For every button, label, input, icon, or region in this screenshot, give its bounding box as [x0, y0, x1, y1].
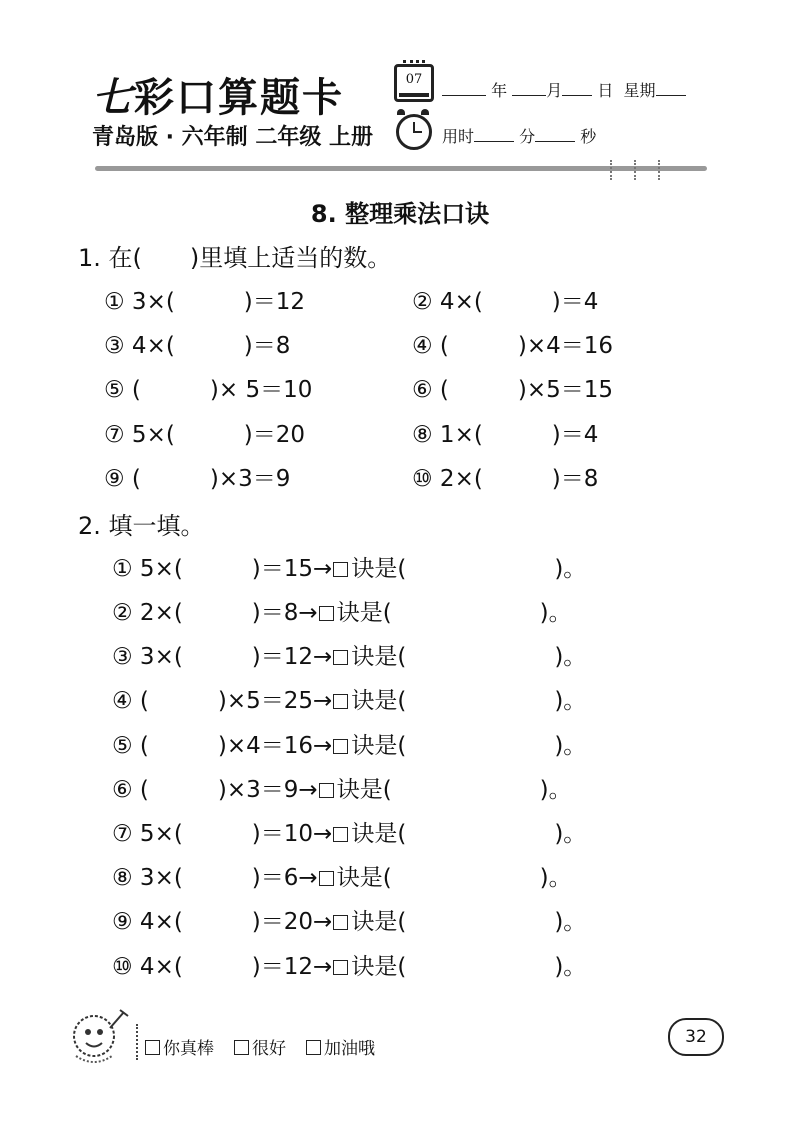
checkbox-icon[interactable] — [145, 1040, 160, 1055]
q2-item-10[interactable]: ⑩ 4×( )＝12→ 诀是( )。 — [112, 954, 587, 980]
checkbox-icon — [333, 694, 348, 709]
q2-item-2[interactable]: ② 2×( )＝8→ 诀是( )。 — [112, 600, 572, 626]
checkbox-icon[interactable] — [234, 1040, 249, 1055]
q2-item-7[interactable]: ⑦ 5×( )＝10→ 诀是( )。 — [112, 821, 587, 847]
q2-item-4[interactable]: ④ ( )×5＝25→ 诀是( )。 — [112, 688, 587, 714]
checkbox-icon — [333, 739, 348, 754]
calendar-icon — [394, 64, 434, 102]
week-blank[interactable] — [656, 81, 686, 96]
checkbox-icon — [319, 871, 334, 886]
checkbox-icon — [333, 915, 348, 930]
year-blank[interactable] — [442, 81, 486, 96]
checkbox-icon — [319, 606, 334, 621]
q1-item-2[interactable]: ② 4×( )＝4 — [412, 289, 599, 315]
edition-label: 青岛版 · 六年制 二年级 上册 — [92, 125, 373, 150]
rating-option-keep-going[interactable]: 加油哦 — [305, 1034, 375, 1059]
q1-item-1[interactable]: ① 3×( )＝12 — [104, 289, 306, 315]
checkbox-icon[interactable] — [306, 1040, 321, 1055]
checkbox-icon — [333, 827, 348, 842]
page-title: 8. 整理乘法口诀 — [310, 200, 490, 228]
q1-item-5[interactable]: ⑤ ( )× 5＝10 — [104, 377, 313, 403]
rating-option-good[interactable]: 很好 — [233, 1034, 286, 1059]
divider-dots — [634, 160, 641, 180]
brand-title: 七彩口算题卡 — [92, 74, 344, 121]
divider-dots — [610, 160, 617, 180]
q1-item-8[interactable]: ⑧ 1×( )＝4 — [412, 422, 599, 448]
footer-divider — [136, 1024, 140, 1060]
q2-item-3[interactable]: ③ 3×( )＝12→ 诀是( )。 — [112, 644, 587, 670]
q1-item-6[interactable]: ⑥ ( )×5＝15 — [412, 377, 614, 403]
q1-item-7[interactable]: ⑦ 5×( )＝20 — [104, 422, 306, 448]
minutes-blank[interactable] — [474, 127, 514, 142]
checkbox-icon — [333, 562, 348, 577]
q1-item-3[interactable]: ③ 4×( )＝8 — [104, 333, 291, 359]
section1-heading: 1. 在( )里填上适当的数。 — [78, 244, 392, 272]
date-fields: 年 月 日 星期 — [442, 78, 686, 101]
seconds-blank[interactable] — [535, 127, 575, 142]
checkbox-icon — [333, 650, 348, 665]
q2-item-5[interactable]: ⑤ ( )×4＝16→ 诀是( )。 — [112, 733, 587, 759]
clock-icon — [396, 114, 432, 150]
rating-option-great[interactable]: 你真棒 — [144, 1034, 214, 1059]
q1-item-9[interactable]: ⑨ ( )×3＝9 — [104, 466, 291, 492]
q2-item-6[interactable]: ⑥ ( )×3＝9→ 诀是( )。 — [112, 777, 572, 803]
divider-dots — [658, 160, 665, 180]
mascot-icon — [66, 1006, 132, 1068]
q1-item-10[interactable]: ⑩ 2×( )＝8 — [412, 466, 599, 492]
checkbox-icon — [333, 960, 348, 975]
section2-heading: 2. 填一填。 — [78, 512, 205, 540]
calendar-day: 07 — [405, 72, 423, 87]
q2-item-8[interactable]: ⑧ 3×( )＝6→ 诀是( )。 — [112, 865, 572, 891]
q2-item-1[interactable]: ① 5×( )＝15→ 诀是( )。 — [112, 556, 587, 582]
q1-item-4[interactable]: ④ ( )×4＝16 — [412, 333, 614, 359]
q2-item-9[interactable]: ⑨ 4×( )＝20→ 诀是( )。 — [112, 909, 587, 935]
time-fields: 用时 分 秒 — [442, 127, 597, 146]
day-blank[interactable] — [562, 81, 592, 96]
page-number: 32 — [668, 1018, 724, 1056]
month-blank[interactable] — [512, 81, 546, 96]
checkbox-icon — [319, 783, 334, 798]
